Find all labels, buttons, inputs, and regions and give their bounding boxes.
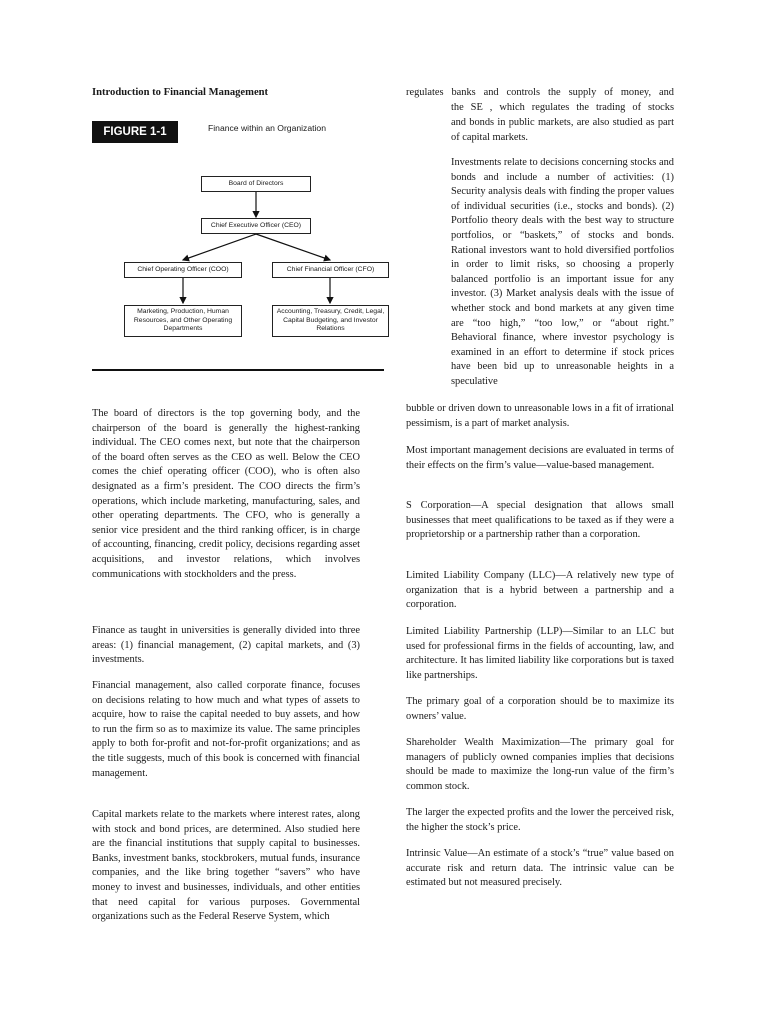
paragraph-capital-markets: Capital markets relate to the markets where interest rates, along with stock and bond prices, are determined. Also studied here are the financial institutions that supply capital to businesses. Banks, investment banks, stockbrokers, mutual funds, insurance companies, and the like bring together “savers” who have money to invest and businesses, individuals, and other entities that need capital for various purposes. Governmental organizations such as the Federal Reserve System, which	[92, 809, 360, 923]
org-box-finance-departments-label: Accounting, Treasury, Credit, Legal, Capital Budgeting, and Investor Relations	[276, 308, 385, 333]
definition-llc: Limited Liability Company (LLC)—A relatively new type of organization that is a hybrid between a partnership and a corporation.	[406, 570, 674, 611]
org-box-ceo	[201, 218, 311, 234]
org-box-ceo-label: Chief Executive Officer (CEO)	[210, 221, 302, 229]
paragraph-value-based-management: Most important management decisions are evaluated in terms of their effects on the firm’s value—value-based management.	[406, 445, 674, 471]
definition-llp: Limited Liability Partnership (LLP)—Similar to an LLC but used for professional firms in the fields of accounting, law, and architecture. It has limited liability like corporations but is taxed like partnerships.	[406, 626, 674, 681]
figure-caption: Finance within an Organization	[208, 123, 326, 133]
figure-rule	[92, 369, 384, 371]
capital-markets-continued-line2: the SE , which regulates the trading of stocks	[451, 102, 674, 113]
paragraph-investments-continued: bubble or driven down to unreasonable lows in a fit of irrational pessimism, is a part of market analysis.	[406, 403, 674, 429]
org-box-cfo	[272, 262, 389, 278]
capital-markets-continued-line3: and bonds in public markets, are also studied as part of capital markets.	[451, 117, 674, 143]
org-box-cfo-label: Chief Financial Officer (CFO)	[286, 265, 375, 273]
org-box-board	[201, 176, 311, 192]
org-box-finance-departments	[272, 305, 389, 337]
definition-shareholder-wealth-maximization: Shareholder Wealth Maximization—The primary goal for managers of publicly owned companies implies that decisions should be made to maximize the long-run value of the firm’s common stock.	[406, 737, 674, 792]
paragraph-profits-risk: The larger the expected profits and the lower the perceived risk, the higher the stock’s price.	[406, 807, 674, 833]
capital-markets-continued-line1: regulates banks and controls the supply of money, and	[406, 87, 674, 98]
page-heading: Introduction to Financial Management	[92, 87, 269, 98]
definition-intrinsic-value: Intrinsic Value—An estimate of a stock’s “true” value based on accurate risk and return data. The intrinsic value can be estimated but not measured precisely.	[406, 848, 674, 889]
org-box-coo	[124, 262, 242, 278]
paragraph-investments: Investments relate to decisions concerning stocks and bonds and include a number of activities: (1) Security analysis deals with finding the proper values of individual securities (i.e., stocks and bonds). (2) Portfolio theory deals with the best way to structure portfolios, or “baskets,” of stocks and bonds. Rational investors want to hold diversified portfolios in order to limit risks, so choosing a properly balanced portfolio is an important issue for any investor. (3) Market analysis deals with the issue of whether stock and bond markets at any given time are “too high,” “too low,” or “about right.” Behavioral finance, where investor psychology is examined in an effort to determine if stock prices have been bid up to unreasonable heights in a speculative	[451, 157, 674, 387]
org-box-board-label: Board of Directors	[228, 179, 284, 187]
org-box-operating-departments-label: Marketing, Production, Human Resources, and Other Operating Departments	[133, 308, 233, 333]
paragraph-finance-areas: Finance as taught in universities is generally divided into three areas: (1) financial management, (2) capital markets, and (3) investments.	[92, 625, 360, 666]
figure-label: FIGURE 1-1	[92, 121, 178, 143]
paragraph-financial-management: Financial management, also called corporate finance, focuses on decisions relating to how much and what types of assets to acquire, how to raise the capital needed to buy assets, and how to run the firm so as to maximize its value. The same principles apply to both for-profit and not-for-profit organizations; and as the title suggests, much of this book is concerned with financial management.	[92, 680, 360, 779]
org-box-coo-label: Chief Operating Officer (COO)	[137, 265, 229, 273]
paragraph-board: The board of directors is the top governing body, and the chairperson of the board is generally the highest-ranking individual. The CEO comes next, but note that the chairperson of the board often serves as the CEO as well. Below the CEO comes the chief operating officer (COO), who is often also designated as a firm’s president. The COO directs the firm’s operations, which include marketing, manufacturing, sales, and other operating departments. The CFO, who is generally a senior vice president and the third ranking officer, is in charge of accounting, financing, credit policy, decisions regarding asset acquisitions, and investor relations, which involves communications with stockholders and the press.	[92, 408, 360, 580]
org-box-operating-departments	[124, 305, 242, 337]
paragraph-primary-goal: The primary goal of a corporation should be to maximize its owners’ value.	[406, 696, 674, 722]
definition-s-corporation: S Corporation—A special designation that allows small businesses that meet qualifications to be taxed as if they were a proprietorship or a partnership rather than a corporation.	[406, 500, 674, 541]
